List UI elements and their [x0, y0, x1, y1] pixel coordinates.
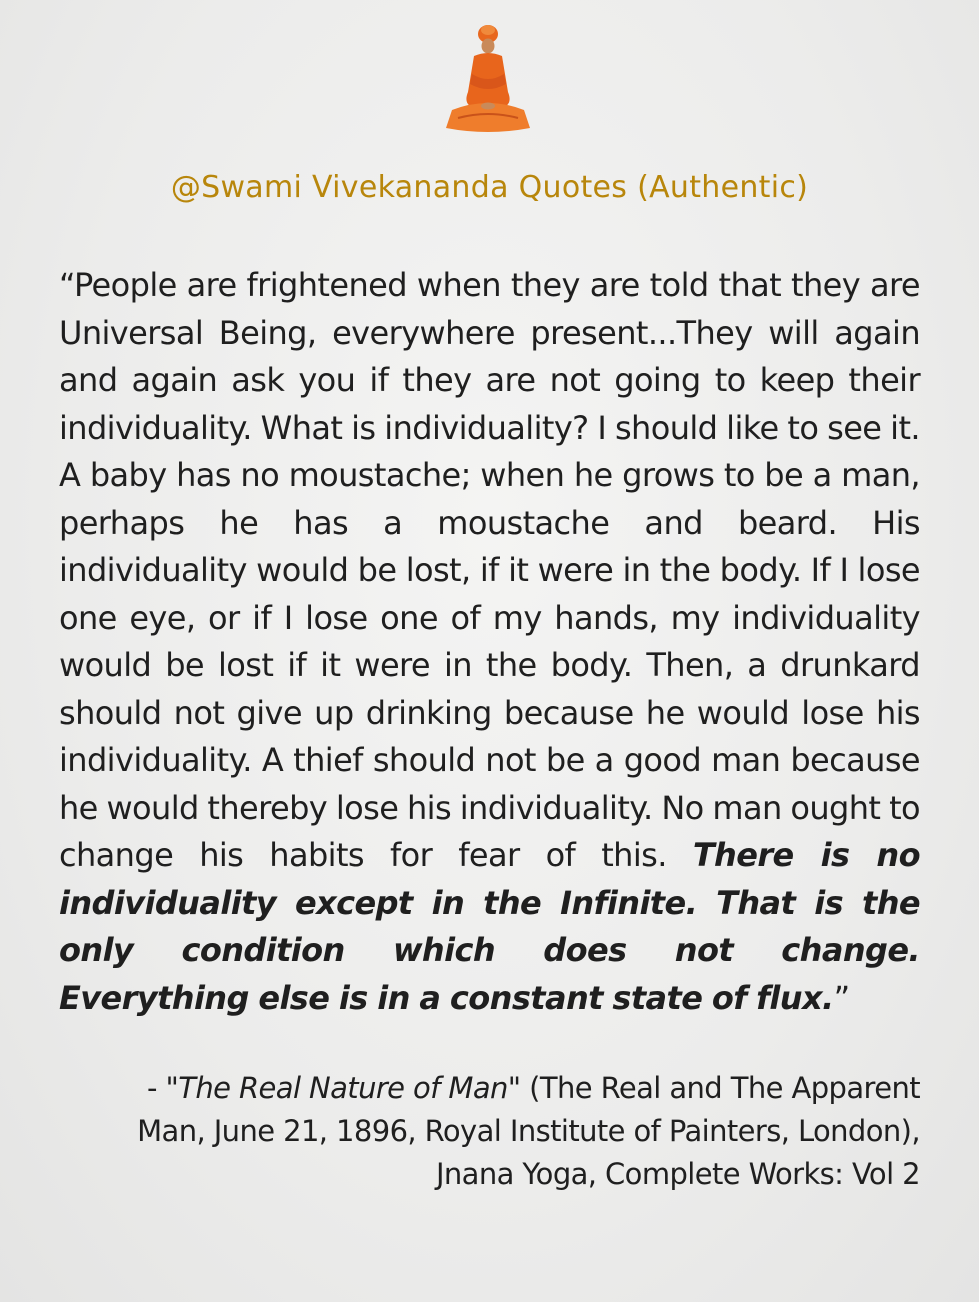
page-handle: @Swami Vivekananda Quotes (Authentic) [170, 170, 809, 205]
quote-body: “People are frightened when they are told that they are Universal Being, everywhere present...They will again and again ask you if they are not going to keep their individuality. What is individuality? I should like to see it. A baby has no moustache; when he grows to be a man, perhaps he has a moustache and beard. His individuality would be lost, if it were in the body. If I lose one eye, or if I lose one of my hands, my individuality would be lost if it were in the body. Then, a drunkard should not give up drinking because he would lose his individuality. A thief should not be a good man because he would thereby lose his individuality. No man ought to change his habits for fear of this. [59, 266, 920, 874]
quote-closing: ” [833, 978, 850, 1017]
citation-title: "The Real Nature of Man" [165, 1071, 521, 1105]
citation-prefix: - [147, 1071, 166, 1105]
citation-details: (The Real and The Apparent Man, June 21, 1896, Royal Institute of Painters, London), Jnana Yoga, Complete Works: Vol 2 [137, 1071, 920, 1191]
quote-emphasis: There is no individuality except in the Infinite. That is the only condition which does not change. Everything else is in a constant state of flux. [59, 836, 920, 1017]
source-citation [120, 1067, 920, 1196]
seated-monk-portrait-icon [440, 22, 536, 134]
quote-text [59, 262, 920, 1022]
